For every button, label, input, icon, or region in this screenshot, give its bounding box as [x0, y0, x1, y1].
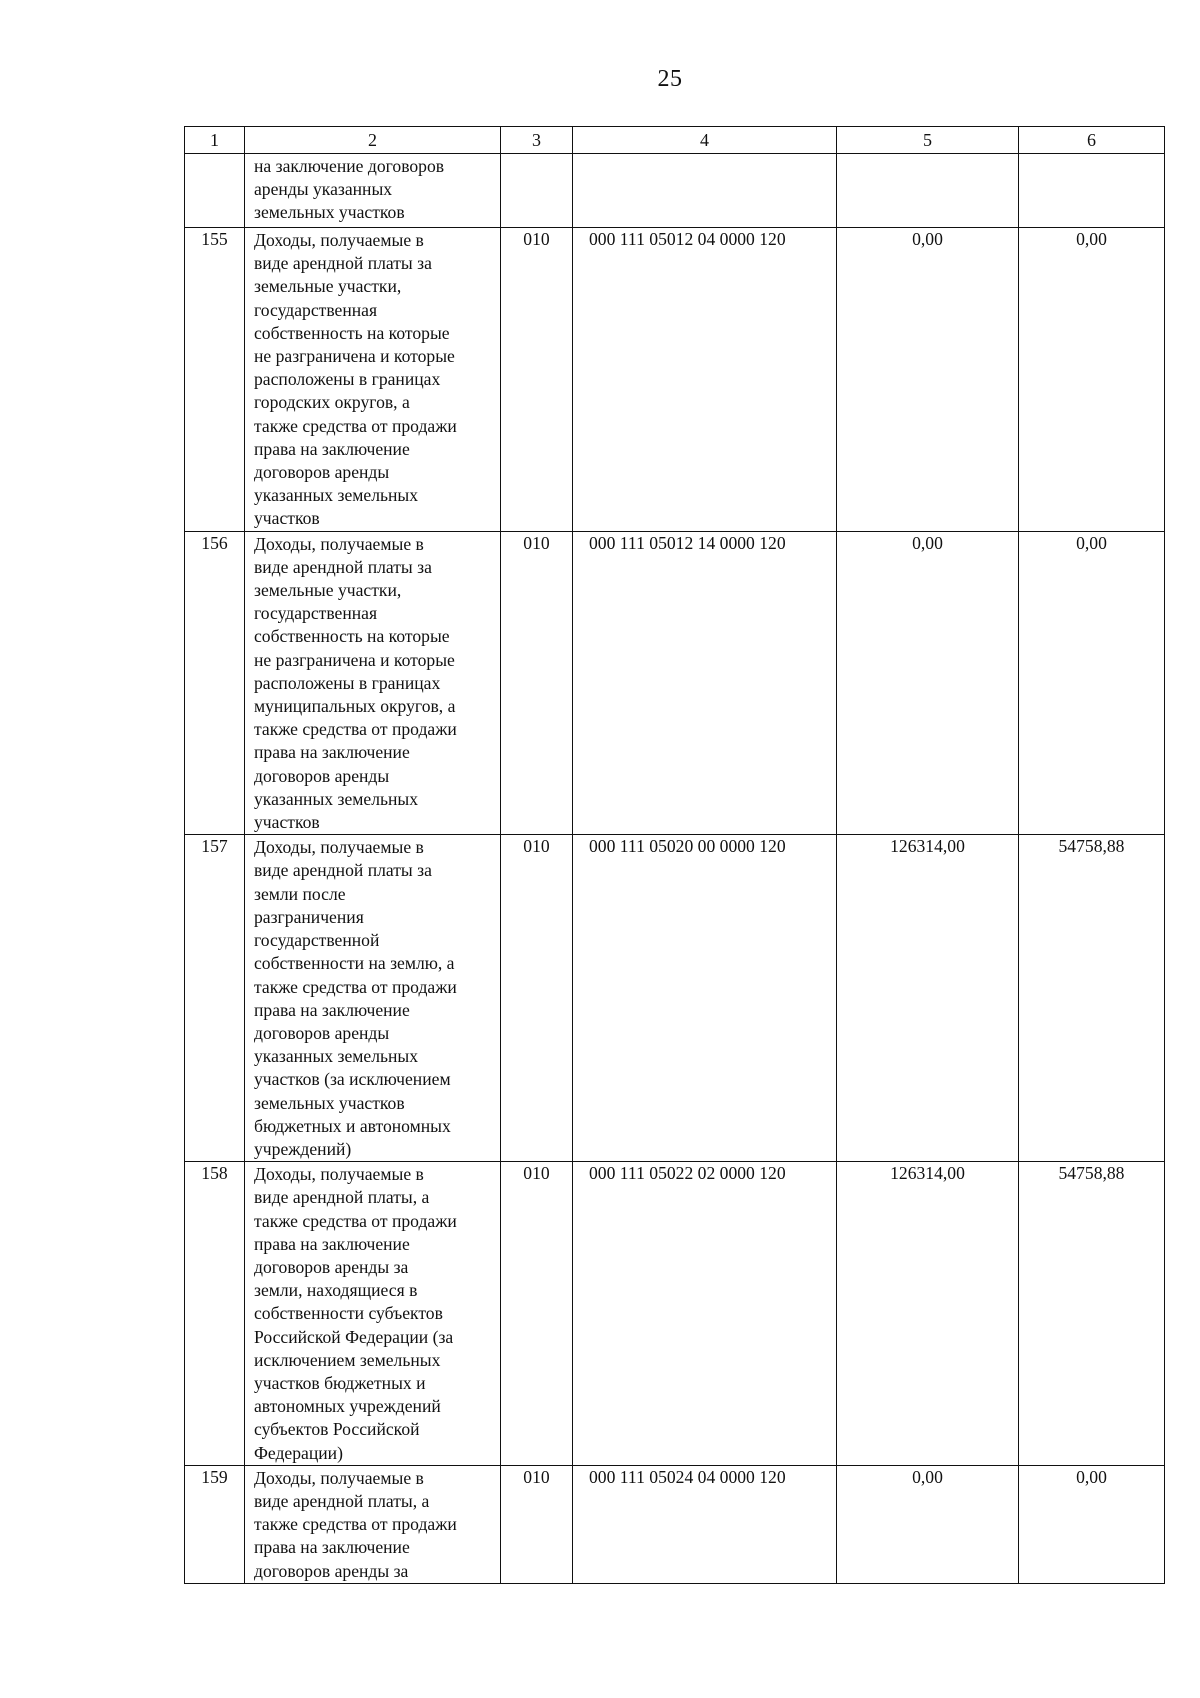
row-number: 158	[185, 1162, 245, 1466]
table-header-row	[185, 127, 1165, 154]
row-value-approved	[837, 154, 1019, 228]
row-budget-classification-code: 000 111 05022 02 0000 120	[573, 1162, 837, 1466]
row-value-approved: 0,00	[837, 531, 1019, 835]
row-value-executed: 54758,88	[1019, 1162, 1165, 1466]
column-header-1: 1	[185, 127, 245, 154]
row-value-executed	[1019, 154, 1165, 228]
table-row	[185, 1465, 1165, 1583]
row-value-approved: 0,00	[837, 1465, 1019, 1583]
budget-table	[184, 126, 1165, 1584]
row-number	[185, 154, 245, 228]
column-header-4: 4	[573, 127, 837, 154]
description-text: Доходы, получаемые в виде арендной платы за земельные участки, государственная собственность на которые не разграничена и которые расположены в границах муниципальных округов, а также средства от продажи права на заключение договоров аренды указанных земельных участков	[254, 533, 457, 833]
row-value-approved: 126314,00	[837, 1162, 1019, 1466]
row-value-approved: 126314,00	[837, 835, 1019, 1162]
row-value-executed: 0,00	[1019, 228, 1165, 532]
row-budget-classification-code: 000 111 05012 14 0000 120	[573, 531, 837, 835]
column-header-3: 3	[501, 127, 573, 154]
row-number: 157	[185, 835, 245, 1162]
row-line-code: 010	[501, 1465, 573, 1583]
row-number: 159	[185, 1465, 245, 1583]
row-line-code: 010	[501, 1162, 573, 1466]
row-line-code	[501, 154, 573, 228]
row-description	[245, 1465, 501, 1583]
table-row	[185, 835, 1165, 1162]
page-number: 25	[657, 66, 683, 92]
description-text: Доходы, получаемые в виде арендной платы, а также средства от продажи права на заключение договоров аренды за	[254, 1467, 457, 1581]
row-budget-classification-code: 000 111 05012 04 0000 120	[573, 228, 837, 532]
row-line-code: 010	[501, 835, 573, 1162]
row-description	[245, 154, 501, 228]
row-number: 155	[185, 228, 245, 532]
row-budget-classification-code	[573, 154, 837, 228]
row-value-executed: 0,00	[1019, 531, 1165, 835]
table-row	[185, 1162, 1165, 1466]
row-value-executed: 54758,88	[1019, 835, 1165, 1162]
column-header-2: 2	[245, 127, 501, 154]
column-header-6: 6	[1019, 127, 1165, 154]
row-budget-classification-code: 000 111 05020 00 0000 120	[573, 835, 837, 1162]
row-description	[245, 531, 501, 835]
row-description	[245, 228, 501, 532]
description-text: Доходы, получаемые в виде арендной платы за земельные участки, государственная собственность на которые не разграничена и которые расположены в границах городских округов, а также средства от продажи права на заключение договоров аренды указанных земельных участков	[254, 230, 457, 529]
row-description	[245, 835, 501, 1162]
row-number: 156	[185, 531, 245, 835]
description-text: Доходы, получаемые в виде арендной платы за земли после разграничения государственной собственности на землю, а также средства от продажи права на заключение договоров аренды указанных земельных участков (за исключением земельных участков бюджетных и автономных учреждений)	[254, 837, 457, 1159]
table-row	[185, 228, 1165, 532]
table-row	[185, 531, 1165, 835]
table-row	[185, 154, 1165, 228]
description-text: Доходы, получаемые в виде арендной платы, а также средства от продажи права на заключение договоров аренды за земли, находящиеся в собственности субъектов Российской Федерации (за исключением земельных участков бюджетных и автономных учреждений субъектов Российской Федерации)	[254, 1164, 457, 1463]
row-value-approved: 0,00	[837, 228, 1019, 532]
description-text: на заключение договоров аренды указанных земельных участков	[254, 156, 445, 223]
row-line-code: 010	[501, 228, 573, 532]
column-header-5: 5	[837, 127, 1019, 154]
row-line-code: 010	[501, 531, 573, 835]
row-budget-classification-code: 000 111 05024 04 0000 120	[573, 1465, 837, 1583]
table-body	[185, 127, 1165, 1584]
row-description	[245, 1162, 501, 1466]
row-value-executed: 0,00	[1019, 1465, 1165, 1583]
